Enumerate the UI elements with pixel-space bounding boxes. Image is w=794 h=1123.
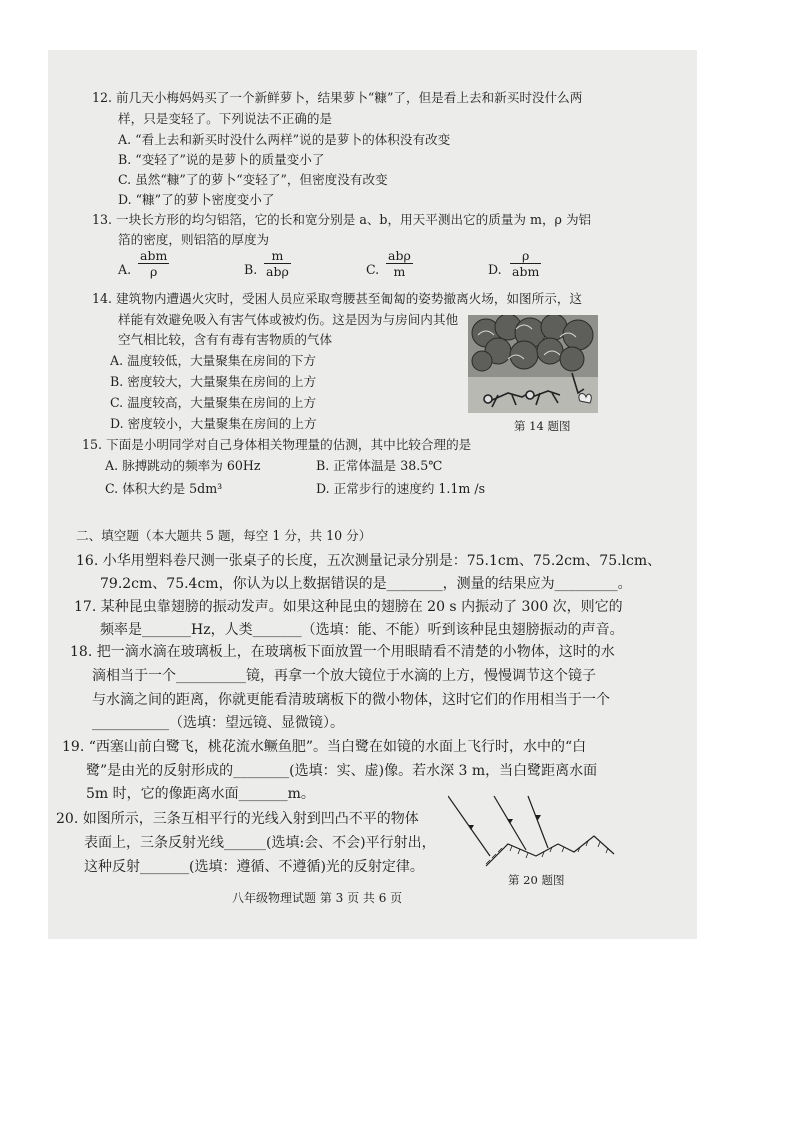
q12-stem-2: 样，只是变轻了。下列说法不正确的是 xyxy=(118,111,333,126)
q13-option-a-fraction xyxy=(138,248,169,279)
q19-line-1: 19. “西塞山前白鹭飞，桃花流水鳜鱼肥”。当白鹭在如镜的水面上飞行时，水中的“白 xyxy=(62,739,587,755)
q14-stem-2: 样能有效避免吸入有害气体或被灼伤。这是因为与房间内其他 xyxy=(118,312,459,327)
q13-option-b-numerator: m xyxy=(264,248,291,264)
q14-fire-escape-figure xyxy=(468,315,598,413)
q14-stem-1: 14. 建筑物内遭遇火灾时，受困人员应采取弯腰甚至匍匐的姿势撤离火场，如图所示，这 xyxy=(92,291,583,306)
q18-line-1: 18. 把一滴水滴在玻璃板上，在玻璃板下面放置一个用眼睛看不清楚的小物体，这时的水 xyxy=(70,644,615,660)
q18-line-2: 滴相当于一个__________镜，再拿一个放大镜位于水滴的上方，慢慢调节这个镜子 xyxy=(92,668,596,684)
q14-option-c: C. 温度较高，大量聚集在房间的上方 xyxy=(110,395,317,410)
q15-option-c: C. 体积大约是 5dm³ xyxy=(105,481,223,496)
section-2-title: 二、填空题（本大题共 5 题，每空 1 分，共 10 分） xyxy=(76,528,372,543)
q13-option-c-fraction xyxy=(386,248,413,279)
q13-option-b-fraction xyxy=(264,248,291,279)
q13-option-a-denominator: ρ xyxy=(149,264,158,279)
q15-option-b: B. 正常体温是 38.5℃ xyxy=(316,458,443,473)
q12-option-d: D. “糠”了的萝卜密度变小了 xyxy=(118,192,275,207)
q13-stem-1: 13. 一块长方形的均匀铝箔，它的长和宽分别是 a、b，用天平测出它的质量为 m，ρ 为铝 xyxy=(92,212,592,227)
page-footer: 八年级物理试题 第 3 页 共 6 页 xyxy=(232,891,403,905)
q13-option-d-denominator: abm xyxy=(512,264,540,279)
q12-option-b: B. “变轻了”说的是萝卜的质量变小了 xyxy=(118,152,325,167)
q15-option-d: D. 正常步行的速度约 1.1m /s xyxy=(316,481,486,496)
q20-line-3: 这种反射_______(选填：遵循、不遵循)光的反射定律。 xyxy=(84,859,424,875)
q16-line-2: 79.2cm、75.4cm，你认为以上数据错误的是________，测量的结果应为_________。 xyxy=(100,576,632,592)
q12-stem-1: 12. 前几天小梅妈妈买了一个新鲜萝卜，结果萝卜“糠”了，但是看上去和新买时没什么两 xyxy=(92,90,583,105)
q20-line-1: 20. 如图所示，三条互相平行的光线入射到凹凸不平的物体 xyxy=(56,811,419,827)
q13-option-a-numerator: abm xyxy=(140,248,168,263)
q12-option-c: C. 虽然“糠”了的萝卜“变轻了”，但密度没有改变 xyxy=(118,172,388,187)
q14-stem-3: 空气相比较，含有有毒有害物质的气体 xyxy=(118,332,333,347)
q16-line-1: 16. 小华用塑料卷尺测一张桌子的长度，五次测量记录分别是：75.1cm、75.2cm、75.lcm、 xyxy=(76,553,662,569)
q13-option-c-label: C. xyxy=(366,262,380,277)
q14-option-a: A. 温度较低，大量聚集在房间的下方 xyxy=(110,353,317,368)
q19-line-2: 鹭”是由光的反射形成的________(选填：实、虚)像。若水深 3 m，当白鹭距离水面 xyxy=(86,763,598,779)
q13-option-c-denominator: m xyxy=(393,264,406,279)
q13-option-d-label: D. xyxy=(488,262,502,277)
q14-figure-caption: 第 14 题图 xyxy=(514,419,571,433)
q13-option-b-denominator: abρ xyxy=(266,264,289,279)
q13-option-c-numerator: abρ xyxy=(388,248,411,263)
q15-option-a: A. 脉搏跳动的频率为 60Hz xyxy=(105,458,261,473)
q13-option-d-numerator: ρ xyxy=(510,248,541,264)
q17-line-1: 17. 某种昆虫靠翅膀的振动发声。如果这种昆虫的翅膀在 20 s 内振动了 300 次，则它的 xyxy=(74,599,623,615)
q19-line-3: 5m 时，它的像距离水面_______m。 xyxy=(86,786,315,802)
q20-reflection-figure xyxy=(448,792,618,872)
q14-option-b: B. 密度较大，大量聚集在房间的上方 xyxy=(110,374,317,389)
q18-line-3: 与水滴之间的距离，你就更能看清玻璃板下的微小物体，这时它们的作用相当于一个 xyxy=(92,692,610,708)
q12-option-a: A. “看上去和新买时没什么两样”说的是萝卜的体积没有改变 xyxy=(118,132,451,147)
q14-option-d: D. 密度较小，大量聚集在房间的上方 xyxy=(110,416,317,431)
q17-line-2: 频率是_______Hz，人类_______（选填：能、不能）听到该种昆虫翅膀振动的声音。 xyxy=(100,622,624,638)
q18-line-4: ___________（选填：望远镜、显微镜）。 xyxy=(92,715,344,731)
exam-page xyxy=(48,50,697,939)
q15-stem: 15. 下面是小明同学对自己身体相关物理量的估测，其中比较合理的是 xyxy=(82,437,472,452)
q13-stem-2: 箔的密度，则铝箔的厚度为 xyxy=(118,232,270,247)
q20-figure-caption: 第 20 题图 xyxy=(508,873,565,887)
q13-option-b-label: B. xyxy=(244,262,258,277)
q13-option-a-label: A. xyxy=(118,262,132,277)
q13-option-d-fraction xyxy=(510,248,541,279)
q20-line-2: 表面上，三条反射光线______(选填:会、不会)平行射出， xyxy=(84,835,436,851)
smoke-and-crawling-people-illustration xyxy=(468,315,598,413)
